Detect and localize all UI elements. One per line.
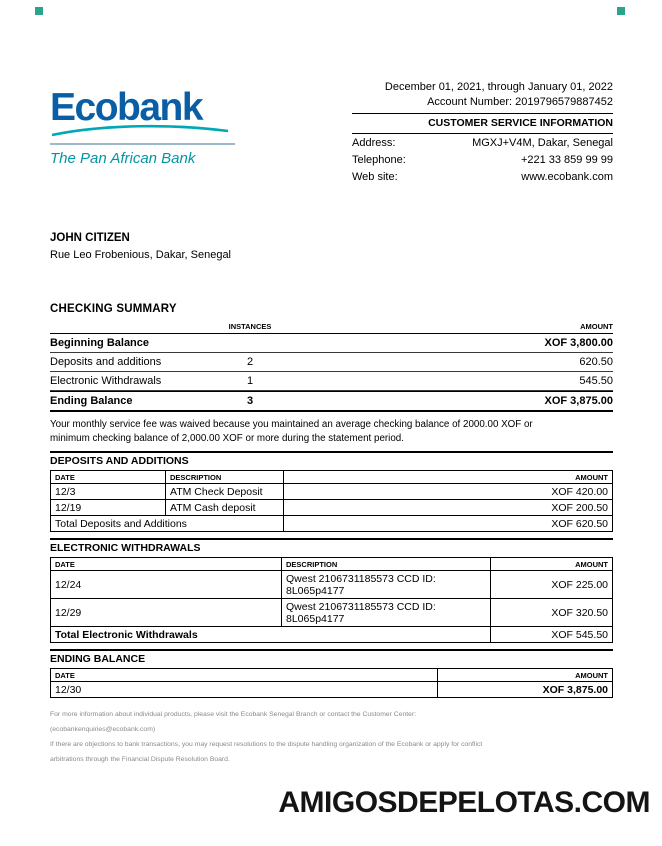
ending-balance-amount: XOF 3,875.00 (438, 682, 613, 698)
deposit-description: ATM Cash deposit (166, 500, 284, 516)
account-number-label: Account Number: (427, 96, 513, 108)
customer-service-row-address (352, 134, 613, 151)
website-value: www.ecobank.com (521, 171, 613, 183)
corner-mark-top-left (35, 7, 43, 15)
deposit-description: ATM Check Deposit (166, 484, 284, 500)
withdrawals-total-amount: XOF 545.50 (491, 627, 613, 643)
ecobank-wordmark: Ecobank (50, 86, 203, 129)
deposits-total-label: Total Deposits and Additions (51, 516, 284, 532)
withdrawals-total-row (51, 627, 613, 643)
website-label: Web site: (352, 171, 398, 183)
deposit-row (51, 484, 613, 500)
telephone-label: Telephone: (352, 154, 406, 166)
summary-row-amount: XOF 3,875.00 (544, 395, 613, 407)
deposits-section-title: DEPOSITS AND ADDITIONS (50, 451, 613, 471)
address-value: MGXJ+V4M, Dakar, Senegal (472, 137, 613, 149)
deposit-amount: XOF 420.00 (284, 484, 613, 500)
ecobank-logo (50, 88, 235, 167)
deposit-row (51, 500, 613, 516)
withdrawals-header-row (51, 558, 613, 571)
withdrawal-description: Qwest 2106731185573 CCD ID: 8L065p4177 (282, 599, 491, 627)
deposit-date: 12/3 (51, 484, 166, 500)
service-fee-note-line1: Your monthly service fee was waived because you maintained an average checking balance of 2000.00 XOF or (50, 419, 533, 430)
summary-row-deposits (50, 353, 613, 372)
customer-service-title: CUSTOMER SERVICE INFORMATION (352, 113, 613, 134)
statement-footer (50, 711, 613, 771)
ending-balance-section-title: ENDING BALANCE (50, 649, 613, 669)
withdrawal-amount: XOF 225.00 (491, 571, 613, 599)
customer-service-row-telephone (352, 151, 613, 168)
withdrawal-row (51, 599, 613, 627)
checking-summary-title: CHECKING SUMMARY (50, 303, 177, 315)
withdrawal-description: Qwest 2106731185573 CCD ID: 8L065p4177 (282, 571, 491, 599)
customer-service-row-website (352, 168, 613, 185)
ending-balance-row (51, 682, 613, 698)
description-column-header: DESCRIPTION (282, 558, 491, 571)
customer-name: JOHN CITIZEN (50, 232, 130, 244)
date-column-header: DATE (51, 558, 282, 571)
statement-body (50, 303, 613, 698)
amount-column-header: AMOUNT (438, 669, 613, 682)
summary-row-instances: 3 (246, 395, 254, 407)
summary-row-withdrawals (50, 372, 613, 391)
deposit-date: 12/19 (51, 500, 166, 516)
summary-row-instances: 2 (246, 356, 254, 368)
description-column-header: DESCRIPTION (166, 471, 284, 484)
statement-header-info (352, 80, 613, 185)
service-fee-note-line2: minimum checking balance of 2,000.00 XOF or more during the statement period. (50, 432, 404, 444)
summary-row-label: Deposits and additions (50, 356, 162, 368)
watermark-text: AMIGOSDEPELOTAS.COM (278, 786, 650, 819)
ending-balance-header-row (51, 669, 613, 682)
withdrawal-row (51, 571, 613, 599)
deposit-amount: XOF 200.50 (284, 500, 613, 516)
footer-line: If there are objections to bank transactions, you may request resolutions to the dispute handling organization of the Ecobank or apply for conflict (50, 741, 483, 748)
summary-amount-header: AMOUNT (580, 322, 613, 331)
date-column-header: DATE (51, 669, 438, 682)
account-number-value: 2019796579887452 (515, 96, 613, 108)
ecobank-tagline: The Pan African Bank (50, 143, 235, 167)
summary-row-amount: XOF 3,800.00 (544, 337, 613, 349)
deposits-total-amount: XOF 620.50 (284, 516, 613, 532)
customer-block (50, 232, 231, 261)
withdrawals-total-label: Total Electronic Withdrawals (51, 627, 491, 643)
withdrawal-date: 12/29 (51, 599, 282, 627)
summary-instances-header: INSTANCES (228, 322, 272, 331)
deposits-table (50, 471, 613, 532)
service-fee-note (50, 418, 613, 445)
footer-line: (ecobankenquiries@ecobank.com) (50, 726, 156, 733)
footer-line: For more information about individual products, please visit the Ecobank Senegal Branch or contact the Customer Center: (50, 711, 417, 718)
summary-row-amount: 545.50 (579, 375, 613, 387)
address-label: Address: (352, 137, 396, 149)
withdrawals-table (50, 558, 613, 643)
statement-period: December 01, 2021, through January 01, 2022 (384, 81, 613, 93)
summary-row-label: Ending Balance (50, 395, 133, 407)
footer-line: arbitrations through the Financial Dispute Resolution Board. (50, 756, 230, 763)
date-column-header: DATE (51, 471, 166, 484)
amount-column-header: AMOUNT (284, 471, 613, 484)
corner-mark-top-right (617, 7, 625, 15)
withdrawals-section-title: ELECTRONIC WITHDRAWALS (50, 538, 613, 558)
telephone-value: +221 33 859 99 99 (520, 154, 613, 166)
account-number-line (352, 95, 613, 110)
summary-row-instances: 1 (246, 375, 254, 387)
summary-row-beginning-balance (50, 334, 613, 353)
summary-row-label: Electronic Withdrawals (50, 375, 162, 387)
withdrawal-date: 12/24 (51, 571, 282, 599)
summary-row-ending-balance (50, 391, 613, 412)
deposits-total-row (51, 516, 613, 532)
customer-address: Rue Leo Frobenious, Dakar, Senegal (50, 249, 232, 261)
ending-balance-date: 12/30 (51, 682, 438, 698)
checking-summary-header-row (50, 322, 613, 334)
summary-row-amount: 620.50 (579, 356, 613, 368)
summary-row-label: Beginning Balance (50, 337, 150, 349)
ending-balance-table (50, 669, 613, 698)
deposits-header-row (51, 471, 613, 484)
withdrawal-amount: XOF 320.50 (491, 599, 613, 627)
amount-column-header: AMOUNT (491, 558, 613, 571)
